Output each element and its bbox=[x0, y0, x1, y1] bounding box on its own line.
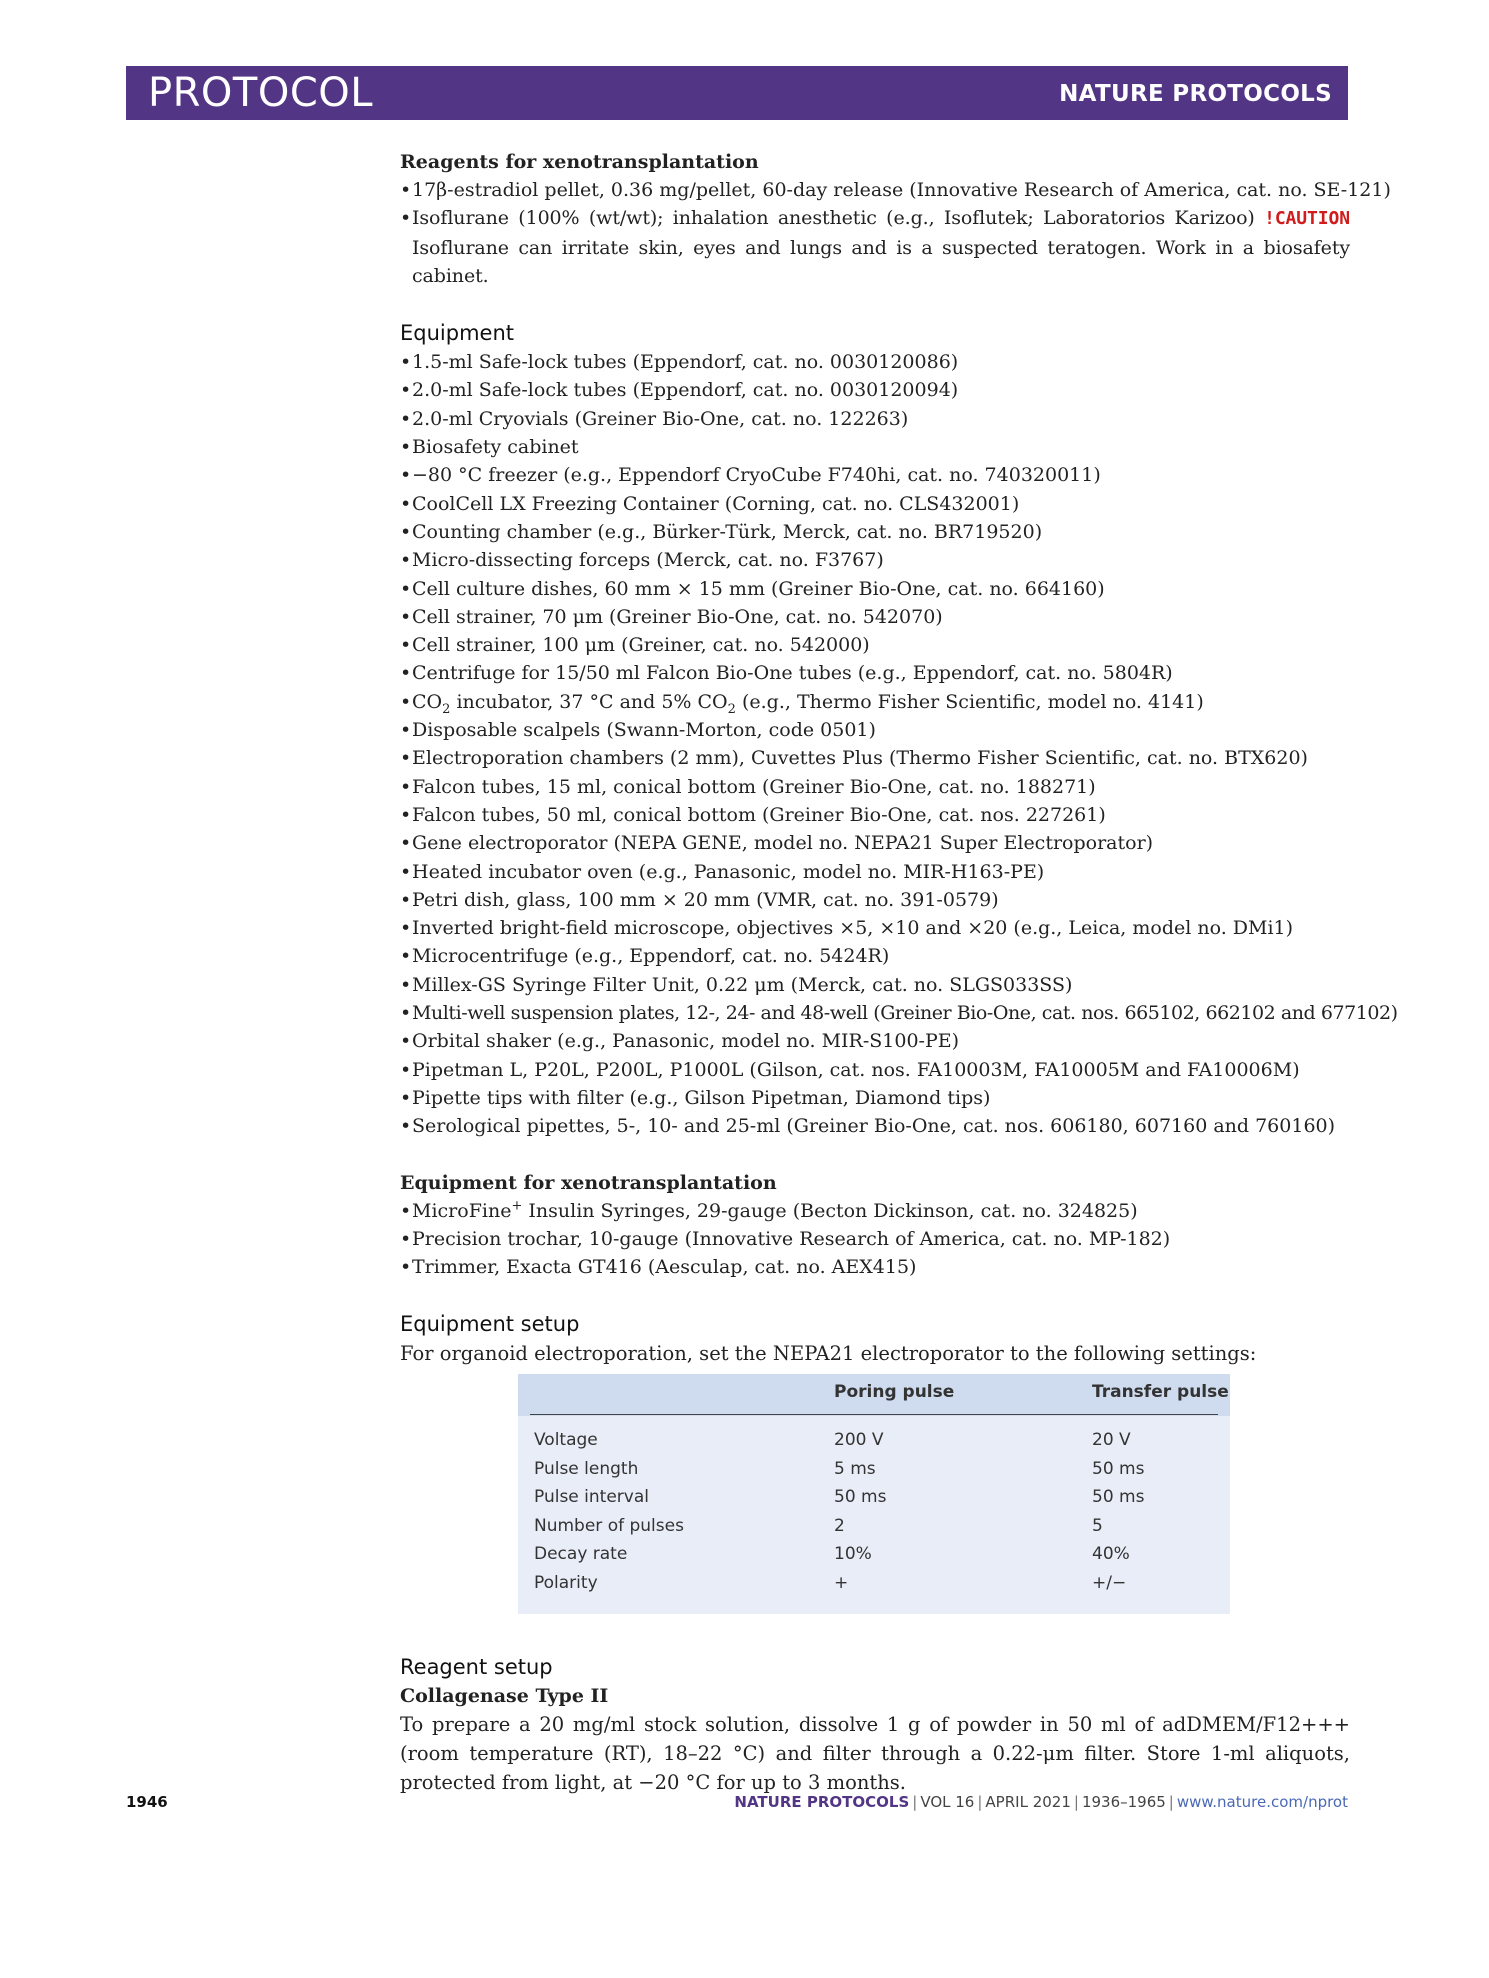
list-item: •Biosafety cabinet bbox=[400, 436, 579, 459]
list-item: $•CO_2$ incubator, 37 °C and 5% $CO_2$ (e.g., Thermo Fisher Scientific, model no. 4141) bbox=[400, 690, 1204, 717]
equipment-setup-heading: Equipment setup bbox=[400, 1312, 580, 1337]
caution-text: Isoflurane can irritate skin, eyes and lungs and is a suspected teratogen. Work in a biosafety cabinet. bbox=[412, 236, 1350, 287]
list-item: •Centrifuge for 15/50 ml Falcon Bio-One tubes (e.g., Eppendorf, cat. no. 5804R) bbox=[400, 662, 1173, 685]
equipment-setup-text: For organoid electroporation, set the NEPA21 electroporator to the following settings: bbox=[400, 1342, 1257, 1366]
section-label: PROTOCOL bbox=[148, 70, 374, 116]
list-item: •Heated incubator oven (e.g., Panasonic, model no. MIR-H163-PE) bbox=[400, 860, 1045, 883]
list-item: •−80 °C freezer (e.g., Eppendorf CryoCube F740hi, cat. no. 740320011) bbox=[400, 464, 1101, 487]
equipment-heading: Equipment bbox=[400, 321, 514, 346]
list-item: •Isoflurane (100% (wt/wt); inhalation anesthetic (e.g., Isoflutek; Laboratorios Karizoo) !CAUTION Isoflurane can irritate skin, eyes and lungs and is a suspected teratogen. Work in a biosafety cabinet. bbox=[400, 207, 1350, 287]
list-item: •Petri dish, glass, 100 mm × 20 mm (VMR, cat. no. 391-0579) bbox=[400, 888, 999, 911]
list-item: •Inverted bright-field microscope, objectives ×5, ×10 and ×20 (e.g., Leica, model no. DMi1) bbox=[400, 917, 1294, 940]
list-item: •Microcentrifuge (e.g., Eppendorf, cat. no. 5424R) bbox=[400, 945, 890, 968]
list-item: •Falcon tubes, 50 ml, conical bottom (Greiner Bio-One, cat. nos. 227261) bbox=[400, 803, 1106, 826]
list-item: •Serological pipettes, 5-, 10- and 25-ml (Greiner Bio-One, cat. nos. 606180, 607160 and 760160) bbox=[400, 1115, 1336, 1138]
table-row: Pulse length 5 ms 50 ms bbox=[534, 1458, 1145, 1479]
list-item: •2.0-ml Cryovials (Greiner Bio-One, cat. no. 122263) bbox=[400, 407, 909, 430]
footer-journal: NATURE PROTOCOLS bbox=[734, 1793, 910, 1811]
caution-label: !CAUTION bbox=[1264, 208, 1350, 230]
running-header bbox=[126, 66, 1348, 120]
list-item: •MicroFine+ Insulin Syringes, 29-gauge (Becton Dickinson, cat. no. 324825) bbox=[400, 1198, 1138, 1222]
list-item: •Electroporation chambers (2 mm), Cuvettes Plus (Thermo Fisher Scientific, cat. no. BTX620) bbox=[400, 747, 1308, 770]
list-item: •Micro-dissecting forceps (Merck, cat. no. F3767) bbox=[400, 549, 884, 572]
table-row: Number of pulses 2 5 bbox=[534, 1515, 1103, 1536]
reagents-xeno-heading: Reagents for xenotransplantation bbox=[400, 151, 759, 173]
table-header bbox=[518, 1374, 1230, 1416]
list-item: •CoolCell LX Freezing Container (Corning, cat. no. CLS432001) bbox=[400, 492, 1020, 515]
collagenase-subheading: Collagenase Type II bbox=[400, 1685, 609, 1707]
list-item: •Cell culture dishes, 60 mm × 15 mm (Greiner Bio-One, cat. no. 664160) bbox=[400, 577, 1105, 600]
page-body bbox=[400, 148, 1398, 1368]
list-item: •Orbital shaker (e.g., Panasonic, model no. MIR-S100-PE) bbox=[400, 1030, 960, 1053]
footer-volume: VOL 16 bbox=[920, 1793, 975, 1811]
footer-url[interactable]: www.nature.com/nprot bbox=[1176, 1793, 1348, 1811]
column-header: Transfer pulse bbox=[1092, 1382, 1229, 1402]
reagent-setup-section bbox=[400, 1652, 1350, 1797]
list-item: •Disposable scalpels (Swann-Morton, code 0501) bbox=[400, 719, 876, 742]
collagenase-text: To prepare a 20 mg/ml stock solution, dissolve 1 g of powder in 50 ml of adDMEM/F12+++ (room temperature (RT), 18–22 °C) and filter through a 0.22-μm filter. Store 1-ml aliquots, protected from light, at −20 °C for up to 3 months. bbox=[400, 1713, 1350, 1794]
table-row: Polarity + +/− bbox=[534, 1572, 1127, 1593]
list-item: •Pipette tips with filter (e.g., Gilson Pipetman, Diamond tips) bbox=[400, 1086, 991, 1109]
list-item: •1.5-ml Safe-lock tubes (Eppendorf, cat. no. 0030120086) bbox=[400, 351, 959, 374]
page-number: 1946 bbox=[126, 1793, 168, 1811]
list-item: •Millex-GS Syringe Filter Unit, 0.22 μm (Merck, cat. no. SLGS033SS) bbox=[400, 973, 1073, 996]
table-row: Voltage 200 V 20 V bbox=[534, 1430, 1131, 1450]
running-footer: NATURE PROTOCOLS | VOL 16 | APRIL 2021 | 1936–1965 | www.nature.com/nprot bbox=[734, 1793, 1348, 1811]
list-item: •Trimmer, Exacta GT416 (Aesculap, cat. no. AEX415) bbox=[400, 1256, 917, 1279]
list-item: •Counting chamber (e.g., Bürker-Türk, Merck, cat. no. BR719520) bbox=[400, 520, 1043, 543]
equipment-list bbox=[400, 348, 1398, 1140]
electroporation-settings-table bbox=[518, 1374, 1230, 1614]
list-item: •Cell strainer, 100 μm (Greiner, cat. no. 542000) bbox=[400, 634, 870, 657]
header-rule bbox=[530, 1414, 1218, 1415]
table-row: Decay rate 10% 40% bbox=[534, 1544, 1130, 1564]
list-item: •Gene electroporator (NEPA GENE, model no. NEPA21 Super Electroporator) bbox=[400, 832, 1154, 855]
reagents-xeno-list bbox=[400, 176, 1391, 290]
column-header: Poring pulse bbox=[834, 1382, 955, 1402]
journal-label: NATURE PROTOCOLS bbox=[1059, 81, 1332, 107]
list-item: •Multi-well suspension plates, 12-, 24- and 48-well (Greiner Bio-One, cat. nos. 665102, 662102 and 677102) bbox=[400, 1002, 1398, 1025]
equipment-xeno-list bbox=[400, 1197, 1350, 1282]
list-item: •Falcon tubes, 15 ml, conical bottom (Greiner Bio-One, cat. no. 188271) bbox=[400, 775, 1096, 798]
table-row: Pulse interval 50 ms 50 ms bbox=[534, 1487, 1145, 1507]
list-item: •17β-estradiol pellet, 0.36 mg/pellet, 60-day release (Innovative Research of America, cat. no. SE-121) bbox=[400, 179, 1391, 201]
list-item: •Cell strainer, 70 μm (Greiner Bio-One, cat. no. 542070) bbox=[400, 605, 943, 628]
footer-pages: 1936–1965 bbox=[1081, 1793, 1166, 1811]
equipment-xeno-heading: Equipment for xenotransplantation bbox=[400, 1171, 777, 1194]
reagent-setup-heading: Reagent setup bbox=[400, 1655, 553, 1679]
list-item: •Pipetman L, P20L, P200L, P1000L (Gilson, cat. nos. FA10003M, FA10005M and FA10006M) bbox=[400, 1058, 1300, 1081]
list-item: •Precision trochar, 10-gauge (Innovative Research of America, cat. no. MP-182) bbox=[400, 1227, 1171, 1250]
footer-date: APRIL 2021 bbox=[985, 1793, 1071, 1811]
list-item: •2.0-ml Safe-lock tubes (Eppendorf, cat. no. 0030120094) bbox=[400, 379, 959, 402]
